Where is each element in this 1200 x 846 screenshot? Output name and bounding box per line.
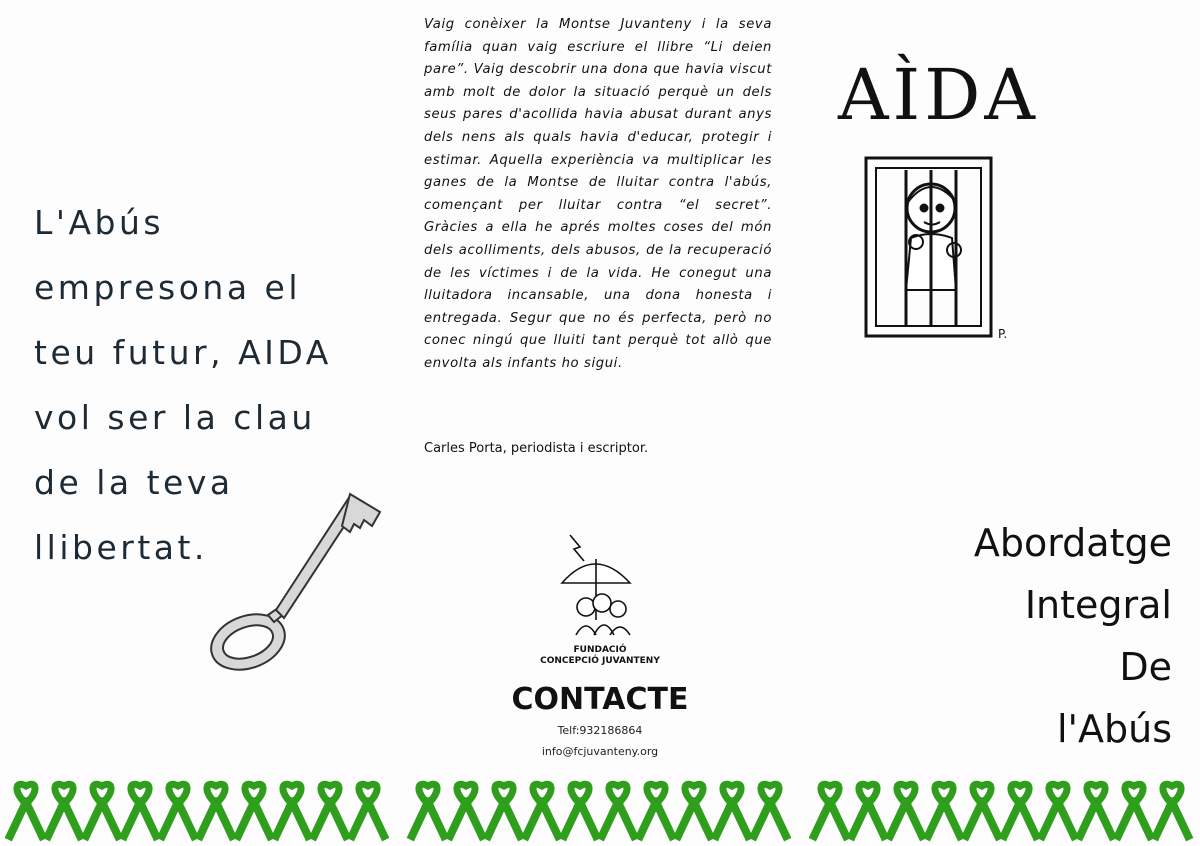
- slogan-line: L'Abús: [34, 203, 165, 242]
- green-ribbon-icon: [754, 784, 786, 836]
- umbrella-children-logo: [540, 525, 660, 649]
- foundation-line: CONCEPCIÓ JUVANTENY: [540, 656, 660, 666]
- green-ribbon-icon: [238, 784, 270, 836]
- slogan-line: empresona el: [34, 268, 302, 307]
- green-ribbon-icon: [276, 784, 308, 836]
- svg-text:P.: P.: [998, 327, 1008, 341]
- green-ribbon-icon: [1118, 784, 1150, 836]
- green-ribbon-icon: [890, 784, 922, 836]
- green-ribbon-icon: [814, 784, 846, 836]
- green-ribbon-icon: [86, 784, 118, 836]
- green-ribbon-icon: [200, 784, 232, 836]
- green-ribbon-icon: [716, 784, 748, 836]
- green-ribbon-icon: [678, 784, 710, 836]
- middle-panel: [400, 0, 800, 770]
- green-ribbon-icon: [640, 784, 672, 836]
- green-ribbon-icon: [1004, 784, 1036, 836]
- green-ribbon-icon: [412, 784, 444, 836]
- green-ribbon-icon: [48, 784, 80, 836]
- slogan-line: de la teva: [34, 463, 234, 502]
- contact-phone: Telf:932186864: [557, 724, 643, 737]
- slogan-line: llibertat.: [34, 528, 208, 567]
- green-ribbon-icon: [928, 784, 960, 836]
- cover-title-line: Integral: [1024, 583, 1172, 627]
- green-ribbon-icon: [852, 784, 884, 836]
- green-ribbon-icon: [564, 784, 596, 836]
- foundation-line: FUNDACIÓ: [573, 645, 627, 655]
- green-ribbon-icon: [1156, 784, 1188, 836]
- cover-title-line: l'Abús: [1056, 707, 1172, 751]
- slogan-line: teu futur, AIDA: [34, 333, 332, 372]
- slogan-line: vol ser la clau: [34, 398, 316, 437]
- ribbon-strip: [0, 778, 1200, 842]
- brand-title: AÌDA: [838, 54, 1039, 136]
- green-ribbon-icon: [162, 784, 194, 836]
- left-panel: [0, 0, 400, 770]
- cover-title: [974, 512, 1172, 760]
- green-ribbon-icon: [1042, 784, 1074, 836]
- cover-title-line: Abordatge: [973, 521, 1172, 565]
- green-ribbon-icon: [352, 784, 384, 836]
- quote-signature: Carles Porta, periodista i escriptor.: [424, 441, 649, 456]
- green-ribbon-icon: [1080, 784, 1112, 836]
- contact-email: info@fcjuvanteny.org: [541, 745, 659, 758]
- green-ribbon-icon: [602, 784, 634, 836]
- quote-text: Vaig conèixer la Montse Juvanteny i la seva família quan vaig escriure el llibre “Li deien pare”. Vaig descobrir una dona que havia viscut amb molt de dolor la situació perquè un dels seus pares d'acollida havia abusat durant anys dels nens als quals havia d'educar, protegir i estimar. Aquella experiència va multiplicar les ganes de la Montse de lluitar contra l'abús, començant per lluitar contra “el secret”. Gràcies a ella he aprés moltes coses del món dels acolliments, dels abusos, de la recuperació de les víctimes i de la vida. He conegut una lluitadora incansable, una dona honesta i entregada. Segur que no és perfecta, però no conec ningú que lluiti tant perquè tot allò que envolta als infants ho sigui.: [424, 17, 772, 371]
- green-ribbon-icon: [10, 784, 42, 836]
- green-ribbon-icon: [314, 784, 346, 836]
- foundation-name: [500, 645, 700, 667]
- green-ribbon-icon: [488, 784, 520, 836]
- green-ribbon-icon: [450, 784, 482, 836]
- cover-title-line: De: [1119, 645, 1172, 689]
- contact-heading: CONTACTE: [511, 682, 689, 717]
- green-ribbon-icon: [124, 784, 156, 836]
- girl-behind-bars-illustration: [856, 150, 1016, 354]
- key-illustration: [200, 480, 390, 684]
- green-ribbon-icon: [966, 784, 998, 836]
- green-ribbon-icon: [526, 784, 558, 836]
